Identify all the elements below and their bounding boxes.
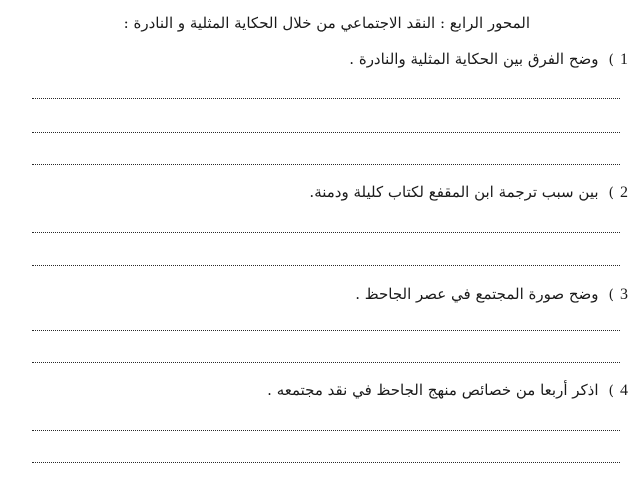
answer-line[interactable] [32, 164, 620, 165]
question-2 [309, 183, 628, 202]
question-paren: ) [608, 287, 614, 303]
answer-line[interactable] [32, 265, 620, 266]
question-3 [355, 285, 628, 304]
section-heading: المحور الرابع : النقد الاجتماعي من خلال الحكاية المثلية و النادرة : [123, 14, 530, 32]
question-paren: ) [608, 383, 614, 399]
question-paren: ) [608, 185, 614, 201]
question-text: اذكر أربعا من خصائص منهج الجاحظ في نقد مجتمعه . [267, 381, 599, 399]
answer-line[interactable] [32, 330, 620, 331]
question-paren: ) [608, 52, 614, 68]
question-number: 1 [620, 51, 628, 68]
question-text: وضح الفرق بين الحكاية المثلية والنادرة . [349, 50, 599, 68]
answer-line[interactable] [32, 362, 620, 363]
question-1 [349, 50, 628, 69]
question-number: 2 [620, 184, 628, 201]
answer-line[interactable] [32, 98, 620, 99]
answer-line[interactable] [32, 232, 620, 233]
answer-line[interactable] [32, 462, 620, 463]
answer-line[interactable] [32, 132, 620, 133]
question-number: 3 [620, 286, 628, 303]
question-4 [267, 381, 628, 400]
answer-line[interactable] [32, 430, 620, 431]
question-text: وضح صورة المجتمع في عصر الجاحظ . [355, 285, 599, 303]
question-number: 4 [620, 382, 628, 399]
question-text: بين سبب ترجمة ابن المقفع لكتاب كليلة ودمنة. [309, 183, 599, 201]
